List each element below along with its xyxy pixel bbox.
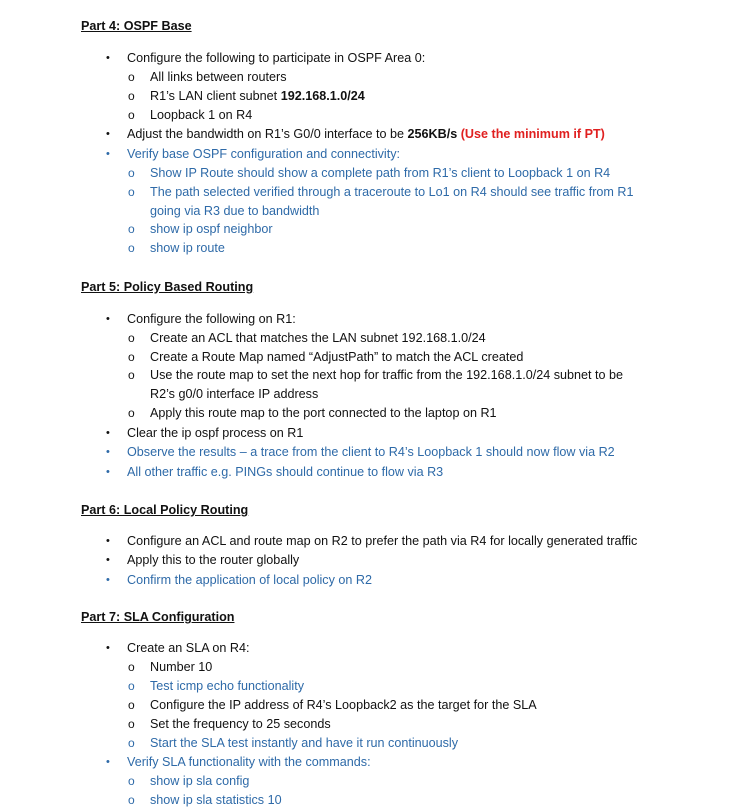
list-item: Set the frequency to 25 seconds (150, 717, 331, 731)
bullet: • (106, 52, 110, 64)
part5-heading: Part 5: Policy Based Routing (81, 280, 254, 294)
list-item: Create an SLA on R4: (127, 641, 250, 655)
sub-bullet: o (128, 89, 135, 103)
sub-bullet: o (128, 660, 135, 674)
sub-bullet: o (128, 331, 135, 345)
list-item: Apply this route map to the port connected to the laptop on R1 (150, 406, 497, 420)
list-item: Confirm the application of local policy on R2 (127, 573, 373, 587)
sub-bullet: o (128, 241, 135, 255)
bullet: • (106, 574, 110, 586)
bullet: • (106, 756, 110, 768)
bullet: • (106, 535, 110, 547)
sub-bullet: o (128, 166, 135, 180)
list-item: Number 10 (150, 660, 213, 674)
bullet: • (106, 554, 110, 566)
part6-heading: Part 6: Local Policy Routing (81, 503, 249, 517)
list-item: R1’s LAN client subnet 192.168.1.0/24 (150, 89, 365, 103)
sub-bullet: o (128, 793, 135, 807)
list-item-continued: R2’s g0/0 interface IP address (150, 387, 319, 401)
list-item-continued: going via R3 due to bandwidth (150, 204, 320, 218)
bullet: • (106, 313, 110, 325)
list-item: Loopback 1 on R4 (150, 108, 253, 122)
list-item: Apply this to the router globally (127, 553, 300, 567)
sub-bullet: o (128, 70, 135, 84)
sub-bullet: o (128, 406, 135, 420)
part7-heading: Part 7: SLA Configuration (81, 610, 235, 624)
list-item: Use the route map to set the next hop for traffic from the 192.168.1.0/24 subnet to be (150, 368, 624, 382)
sub-bullet: o (128, 717, 135, 731)
list-item: show ip route (150, 241, 225, 255)
list-item: Show IP Route should show a complete path from R1’s client to Loopback 1 on R4 (150, 166, 611, 180)
sub-bullet: o (128, 368, 135, 382)
bullet: • (106, 466, 110, 478)
list-item: Verify SLA functionality with the commands: (127, 755, 371, 769)
list-item: Configure the IP address of R4’s Loopback2 as the target for the SLA (150, 698, 537, 712)
list-item: Start the SLA test instantly and have it run continuously (150, 736, 459, 750)
bullet: • (106, 427, 110, 439)
list-item: show ip sla statistics 10 (150, 793, 282, 807)
bullet: • (106, 446, 110, 458)
list-item: Verify base OSPF configuration and connectivity: (127, 147, 401, 161)
list-item: All links between routers (150, 70, 287, 84)
list-item: Test icmp echo functionality (150, 679, 304, 693)
sub-bullet: o (128, 350, 135, 364)
bullet: • (106, 642, 110, 654)
list-item: Create a Route Map named “AdjustPath” to match the ACL created (150, 350, 524, 364)
list-item: show ip ospf neighbor (150, 222, 273, 236)
part4-heading: Part 4: OSPF Base (81, 19, 192, 33)
list-item: show ip sla config (150, 774, 250, 788)
list-item: Clear the ip ospf process on R1 (127, 426, 304, 440)
sub-bullet: o (128, 222, 135, 236)
sub-bullet: o (128, 108, 135, 122)
list-item: Create an ACL that matches the LAN subnet 192.168.1.0/24 (150, 331, 486, 345)
list-item: Configure the following on R1: (127, 312, 296, 326)
list-item: Configure an ACL and route map on R2 to prefer the path via R4 for locally generated traffic (127, 534, 638, 548)
sub-bullet: o (128, 774, 135, 788)
sub-bullet: o (128, 698, 135, 712)
sub-bullet: o (128, 679, 135, 693)
bullet: • (106, 148, 110, 160)
bullet: • (106, 128, 110, 140)
list-item: All other traffic e.g. PINGs should continue to flow via R3 (127, 465, 444, 479)
list-item: Configure the following to participate in OSPF Area 0: (127, 51, 426, 65)
sub-bullet: o (128, 736, 135, 750)
list-item: Observe the results – a trace from the client to R4’s Loopback 1 should now flow via R2 (127, 445, 615, 459)
sub-bullet: o (128, 185, 135, 199)
list-item: The path selected verified through a traceroute to Lo1 on R4 should see traffic from R1 (150, 185, 634, 199)
list-item: Adjust the bandwidth on R1’s G0/0 interface to be 256KB/s (Use the minimum if PT) (127, 127, 605, 141)
